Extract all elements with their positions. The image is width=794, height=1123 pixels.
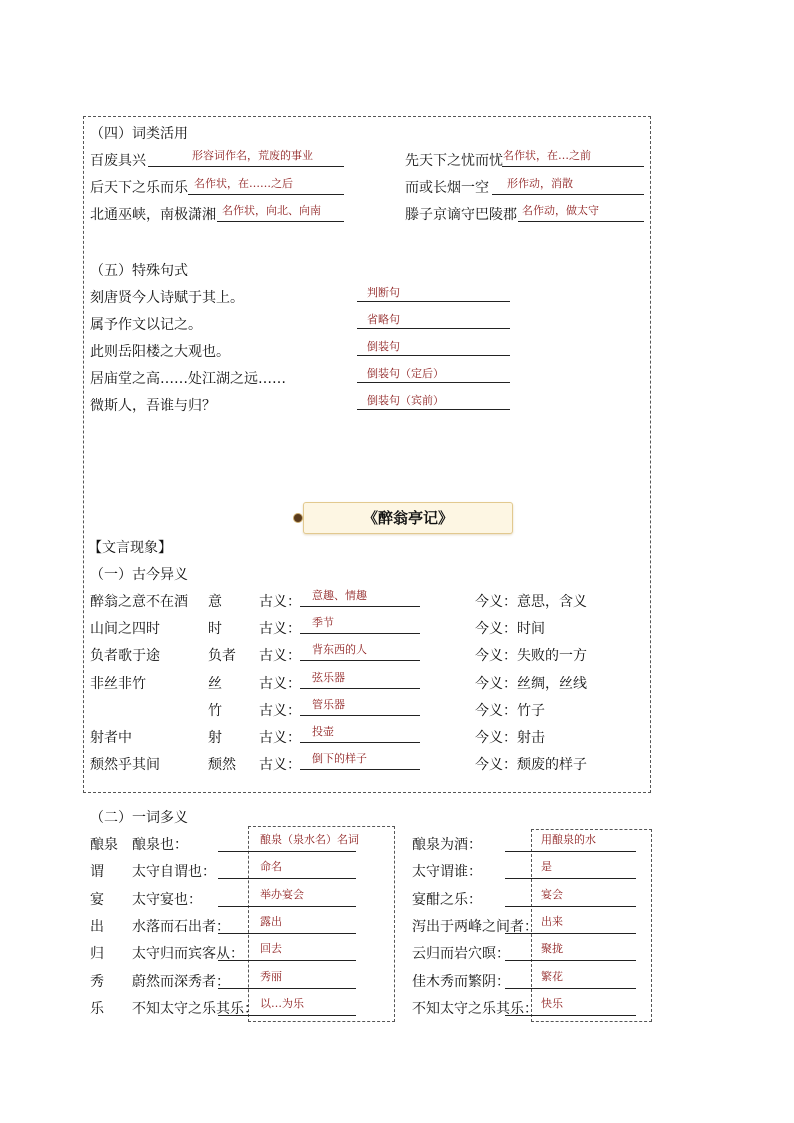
sec4-right-a-2: 名作动，做太守	[522, 204, 599, 217]
sec1-word-3: 丝	[208, 676, 222, 692]
sec4-right-line-1	[492, 194, 644, 195]
sec1-old-0: 意趣、情趣	[312, 589, 367, 602]
sec1-new-3: 丝绸，丝线	[517, 676, 587, 692]
section1-heading: （一）古今异义	[90, 567, 188, 583]
sec2-right-a-2: 宴会	[541, 888, 563, 901]
sec2-left-q-4: 太守归而宾客从：	[132, 946, 244, 962]
sec2-right-q-6: 不知太守之乐其乐：	[412, 1001, 538, 1017]
sec2-word-2: 宴	[90, 892, 104, 908]
sec2-right-q-4: 云归而岩穴暝：	[412, 946, 510, 962]
sec1-old-line-1	[300, 633, 420, 634]
sec5-line-1	[357, 328, 510, 329]
sec2-right-line-5	[505, 988, 636, 989]
sec4-right-line-2	[518, 221, 644, 222]
sec5-line-0	[357, 301, 510, 302]
sec4-right-a-1: 形作动，消散	[507, 177, 573, 190]
sec2-left-line-0	[218, 851, 356, 852]
sec1-new-label-3: 今义：	[475, 676, 517, 692]
sec2-word-1: 谓	[90, 864, 104, 880]
sec4-left-a-1: 名作状，在……之后	[194, 177, 293, 190]
sec2-right-a-0: 用酿泉的水	[541, 833, 596, 846]
sec5-q-2: 此则岳阳楼之大观也。	[90, 344, 230, 360]
sec4-left-q-2: 北通巫峡，南极潇湘	[90, 207, 216, 223]
sec5-line-3	[357, 382, 510, 383]
sec2-right-line-4	[505, 960, 636, 961]
sec1-old-line-6	[300, 769, 420, 770]
sec1-old-label-4: 古义：	[259, 703, 301, 719]
sec1-new-4: 竹子	[517, 703, 545, 719]
sec1-old-label-2: 古义：	[259, 648, 301, 664]
sec1-new-label-1: 今义：	[475, 621, 517, 637]
sec1-word-1: 时	[208, 621, 222, 637]
sec1-old-line-3	[300, 688, 420, 689]
sec1-old-label-5: 古义：	[259, 730, 301, 746]
sec1-source-0: 醉翁之意不在酒	[90, 594, 188, 610]
sec2-right-q-1: 太守谓谁：	[412, 864, 482, 880]
sec2-left-line-2	[218, 906, 356, 907]
sec2-left-a-2: 举办宴会	[260, 888, 304, 901]
sec4-left-a-0: 形容词作名，荒废的事业	[192, 149, 313, 162]
sec1-word-0: 意	[208, 594, 222, 610]
sec2-right-a-3: 出来	[541, 915, 563, 928]
sec2-left-q-6: 不知太守之乐其乐：	[132, 1001, 258, 1017]
sec2-left-a-6: 以…为乐	[260, 997, 304, 1010]
sec1-old-line-5	[300, 742, 420, 743]
sec2-right-q-2: 宴酣之乐：	[412, 892, 482, 908]
sec2-left-q-5: 蔚然而深秀者：	[132, 974, 230, 990]
sec1-old-5: 投壶	[312, 725, 334, 738]
sec1-word-6: 颓然	[208, 757, 236, 773]
sec1-old-label-0: 古义：	[259, 594, 301, 610]
sec2-word-0: 酿泉	[90, 837, 118, 853]
sec1-old-label-3: 古义：	[259, 676, 301, 692]
sec4-left-a-2: 名作状，向北、向南	[222, 204, 321, 217]
sec2-left-q-3: 水落而石出者：	[132, 919, 230, 935]
sec4-right-q-2: 滕子京谪守巴陵郡	[405, 207, 517, 223]
sec4-right-q-0: 先天下之忧而忧	[405, 153, 503, 169]
sec1-old-2: 背东西的人	[312, 643, 367, 656]
sec1-old-label-1: 古义：	[259, 621, 301, 637]
sec2-left-line-5	[218, 988, 356, 989]
sec1-old-line-4	[300, 715, 420, 716]
sec2-right-line-1	[505, 878, 636, 879]
sec1-old-1: 季节	[312, 616, 334, 629]
sec4-right-a-0: 名作状，在…之前	[503, 149, 591, 162]
sec2-word-3: 出	[90, 919, 104, 935]
sec1-word-2: 负者	[208, 648, 236, 664]
sec1-word-5: 射	[208, 730, 222, 746]
sec1-source-1: 山间之四时	[90, 621, 160, 637]
sec1-new-label-2: 今义：	[475, 648, 517, 664]
sec5-q-1: 属予作文以记之。	[90, 317, 202, 333]
sec5-q-0: 刻唐贤今人诗赋于其上。	[90, 290, 244, 306]
section2-heading: （二）一词多义	[90, 810, 188, 826]
sec2-right-q-5: 佳木秀而繁阴：	[412, 974, 510, 990]
sec1-new-1: 时间	[517, 621, 545, 637]
sec5-q-4: 微斯人，吾谁与归？	[90, 398, 216, 414]
sec2-right-a-6: 快乐	[541, 997, 563, 1010]
sec2-left-q-1: 太守自谓也：	[132, 864, 216, 880]
sec2-right-q-0: 酿泉为酒：	[412, 837, 482, 853]
sec1-source-2: 负者歌于途	[90, 648, 160, 664]
sec5-a-1: 省略句	[367, 313, 400, 326]
sec1-new-label-5: 今义：	[475, 730, 517, 746]
sec1-new-6: 颓废的样子	[517, 757, 587, 773]
sec5-q-3: 居庙堂之高……处江湖之远……	[90, 371, 286, 387]
sec4-left-line-1	[188, 194, 344, 195]
sec1-old-label-6: 古义：	[259, 757, 301, 773]
sec2-word-5: 秀	[90, 974, 104, 990]
sec1-old-line-0	[300, 606, 420, 607]
sec1-new-label-4: 今义：	[475, 703, 517, 719]
sec2-right-a-4: 聚拢	[541, 942, 563, 955]
sec4-left-line-2	[217, 221, 344, 222]
sec2-right-a-1: 是	[541, 860, 552, 873]
sec2-word-4: 归	[90, 946, 104, 962]
sec2-left-line-6	[218, 1015, 356, 1016]
sec5-line-4	[357, 409, 510, 410]
sec2-left-a-1: 命名	[260, 860, 282, 873]
sec2-right-line-6	[505, 1015, 636, 1016]
sec5-a-0: 判断句	[367, 286, 400, 299]
sec5-line-2	[357, 355, 510, 356]
sec1-old-4: 管乐器	[312, 698, 345, 711]
sec2-left-q-2: 太守宴也：	[132, 892, 202, 908]
sec2-right-line-3	[505, 933, 636, 934]
sec1-new-0: 意思，含义	[517, 594, 587, 610]
sec2-right-line-0	[505, 851, 636, 852]
sec4-left-q-1: 后天下之乐而乐	[90, 180, 188, 196]
title-banner: 《醉翁亭记》	[303, 502, 513, 534]
section5-heading: （五）特殊句式	[90, 263, 188, 279]
sec2-left-line-3	[218, 933, 356, 934]
sec1-new-2: 失败的一方	[517, 648, 587, 664]
sec1-source-6: 颓然乎其间	[90, 757, 160, 773]
sec2-left-a-4: 回去	[260, 942, 282, 955]
sec1-new-5: 射击	[517, 730, 545, 746]
sec2-left-line-4	[218, 960, 356, 961]
sec2-left-line-1	[218, 878, 356, 879]
sec2-left-a-5: 秀丽	[260, 970, 282, 983]
sec4-right-line-0	[502, 166, 644, 167]
sec1-old-line-2	[300, 660, 420, 661]
sec1-old-3: 弦乐器	[312, 671, 345, 684]
sec1-old-6: 倒下的样子	[312, 752, 367, 765]
sec2-word-6: 乐	[90, 1001, 104, 1017]
sec1-new-label-0: 今义：	[475, 594, 517, 610]
sec4-left-q-0: 百废具兴	[90, 153, 146, 169]
phenomena-heading: 【文言现象】	[88, 540, 172, 556]
sec1-source-5: 射者中	[90, 730, 132, 746]
sec5-a-3: 倒装句（定后）	[367, 367, 444, 380]
sec2-left-q-0: 酿泉也：	[132, 837, 188, 853]
sec5-a-4: 倒装句（宾前）	[367, 394, 444, 407]
sec2-right-a-5: 繁花	[541, 970, 563, 983]
sec2-left-a-3: 露出	[260, 915, 282, 928]
sec1-word-4: 竹	[208, 703, 222, 719]
sec4-right-q-1: 而或长烟一空	[405, 180, 489, 196]
sec2-right-line-2	[505, 906, 636, 907]
section4-heading: （四）词类活用	[90, 126, 188, 142]
sec1-source-3: 非丝非竹	[90, 676, 146, 692]
sec2-right-q-3: 泻出于两峰之间者：	[412, 919, 538, 935]
sec4-left-line-0	[148, 166, 344, 167]
sec5-a-2: 倒装句	[367, 340, 400, 353]
banner-pin-icon	[293, 513, 303, 523]
sec1-new-label-6: 今义：	[475, 757, 517, 773]
sec2-left-a-0: 酿泉（泉水名）名词	[260, 833, 359, 846]
